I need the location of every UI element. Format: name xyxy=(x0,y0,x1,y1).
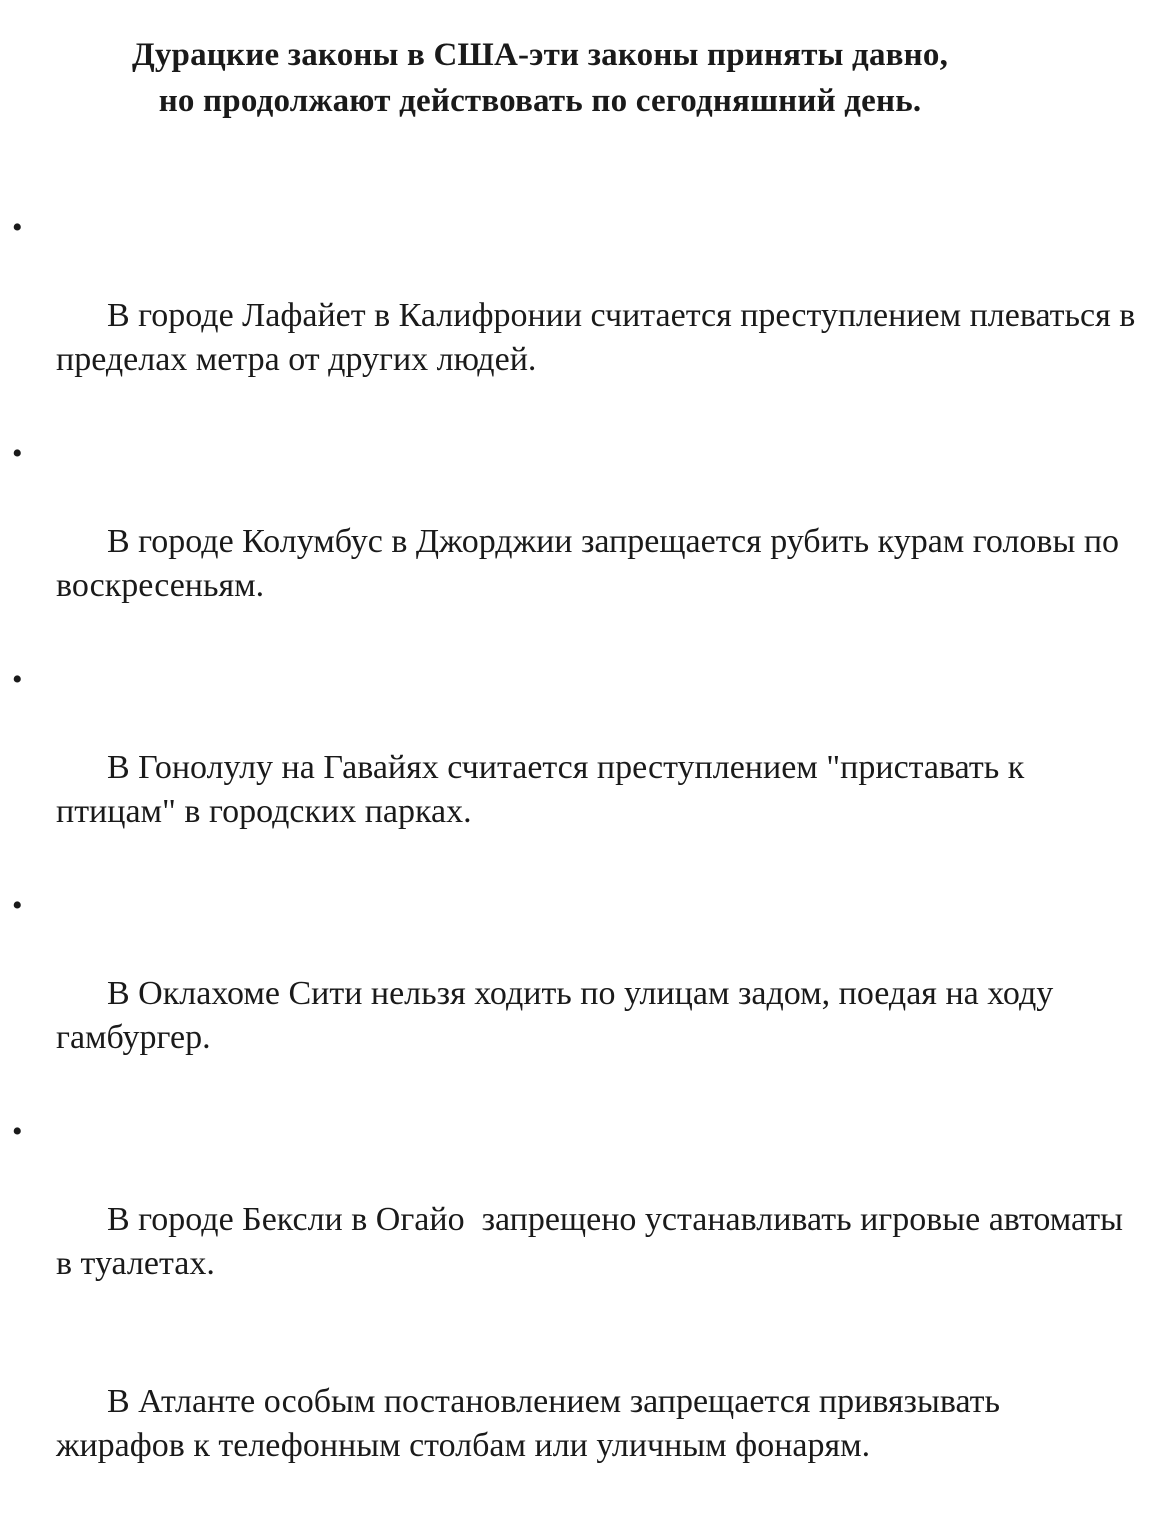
bullet-icon: • xyxy=(12,1115,23,1148)
law-item-honolulu xyxy=(0,658,1150,878)
slide-title xyxy=(40,32,1040,124)
law-item-atlanta xyxy=(0,1336,1150,1512)
law-item-lafayette xyxy=(0,206,1150,426)
law-list xyxy=(0,206,1150,1518)
law-text: В Атланте особым постановлением запрещается привязывать жирафов к телефонным столбам или уличным фонарям. xyxy=(56,1383,1009,1464)
bullet-icon: • xyxy=(12,437,23,470)
law-item-columbus xyxy=(0,432,1150,652)
bullet-icon: • xyxy=(12,211,23,244)
law-text: В городе Лафайет в Калифронии считается преступлением плеваться в пределах метра от других людей. xyxy=(56,297,1144,378)
title-line-1: Дурацкие законы в США-эти законы приняты давно, xyxy=(131,37,949,73)
law-item-bexley xyxy=(0,1110,1150,1330)
law-text: В Оклахоме Сити нельзя ходить по улицам задом, поедая на ходу гамбургер. xyxy=(56,975,1062,1056)
bullet-icon: • xyxy=(12,889,23,922)
bullet-icon: • xyxy=(12,663,23,696)
law-item-oklahoma-city xyxy=(0,884,1150,1104)
law-text: В Гонолулу на Гавайях считается преступлением "приставать к птицам" в городских парках. xyxy=(56,749,1033,830)
title-line-2: но продолжают действовать по сегодняшний день. xyxy=(158,83,922,119)
law-text: В городе Колумбус в Джорджии запрещается рубить курам головы по воскресеньям. xyxy=(56,523,1128,604)
law-text: В городе Бексли в Огайо запрещено устанавливать игровые автоматы в туалетах. xyxy=(56,1201,1132,1282)
